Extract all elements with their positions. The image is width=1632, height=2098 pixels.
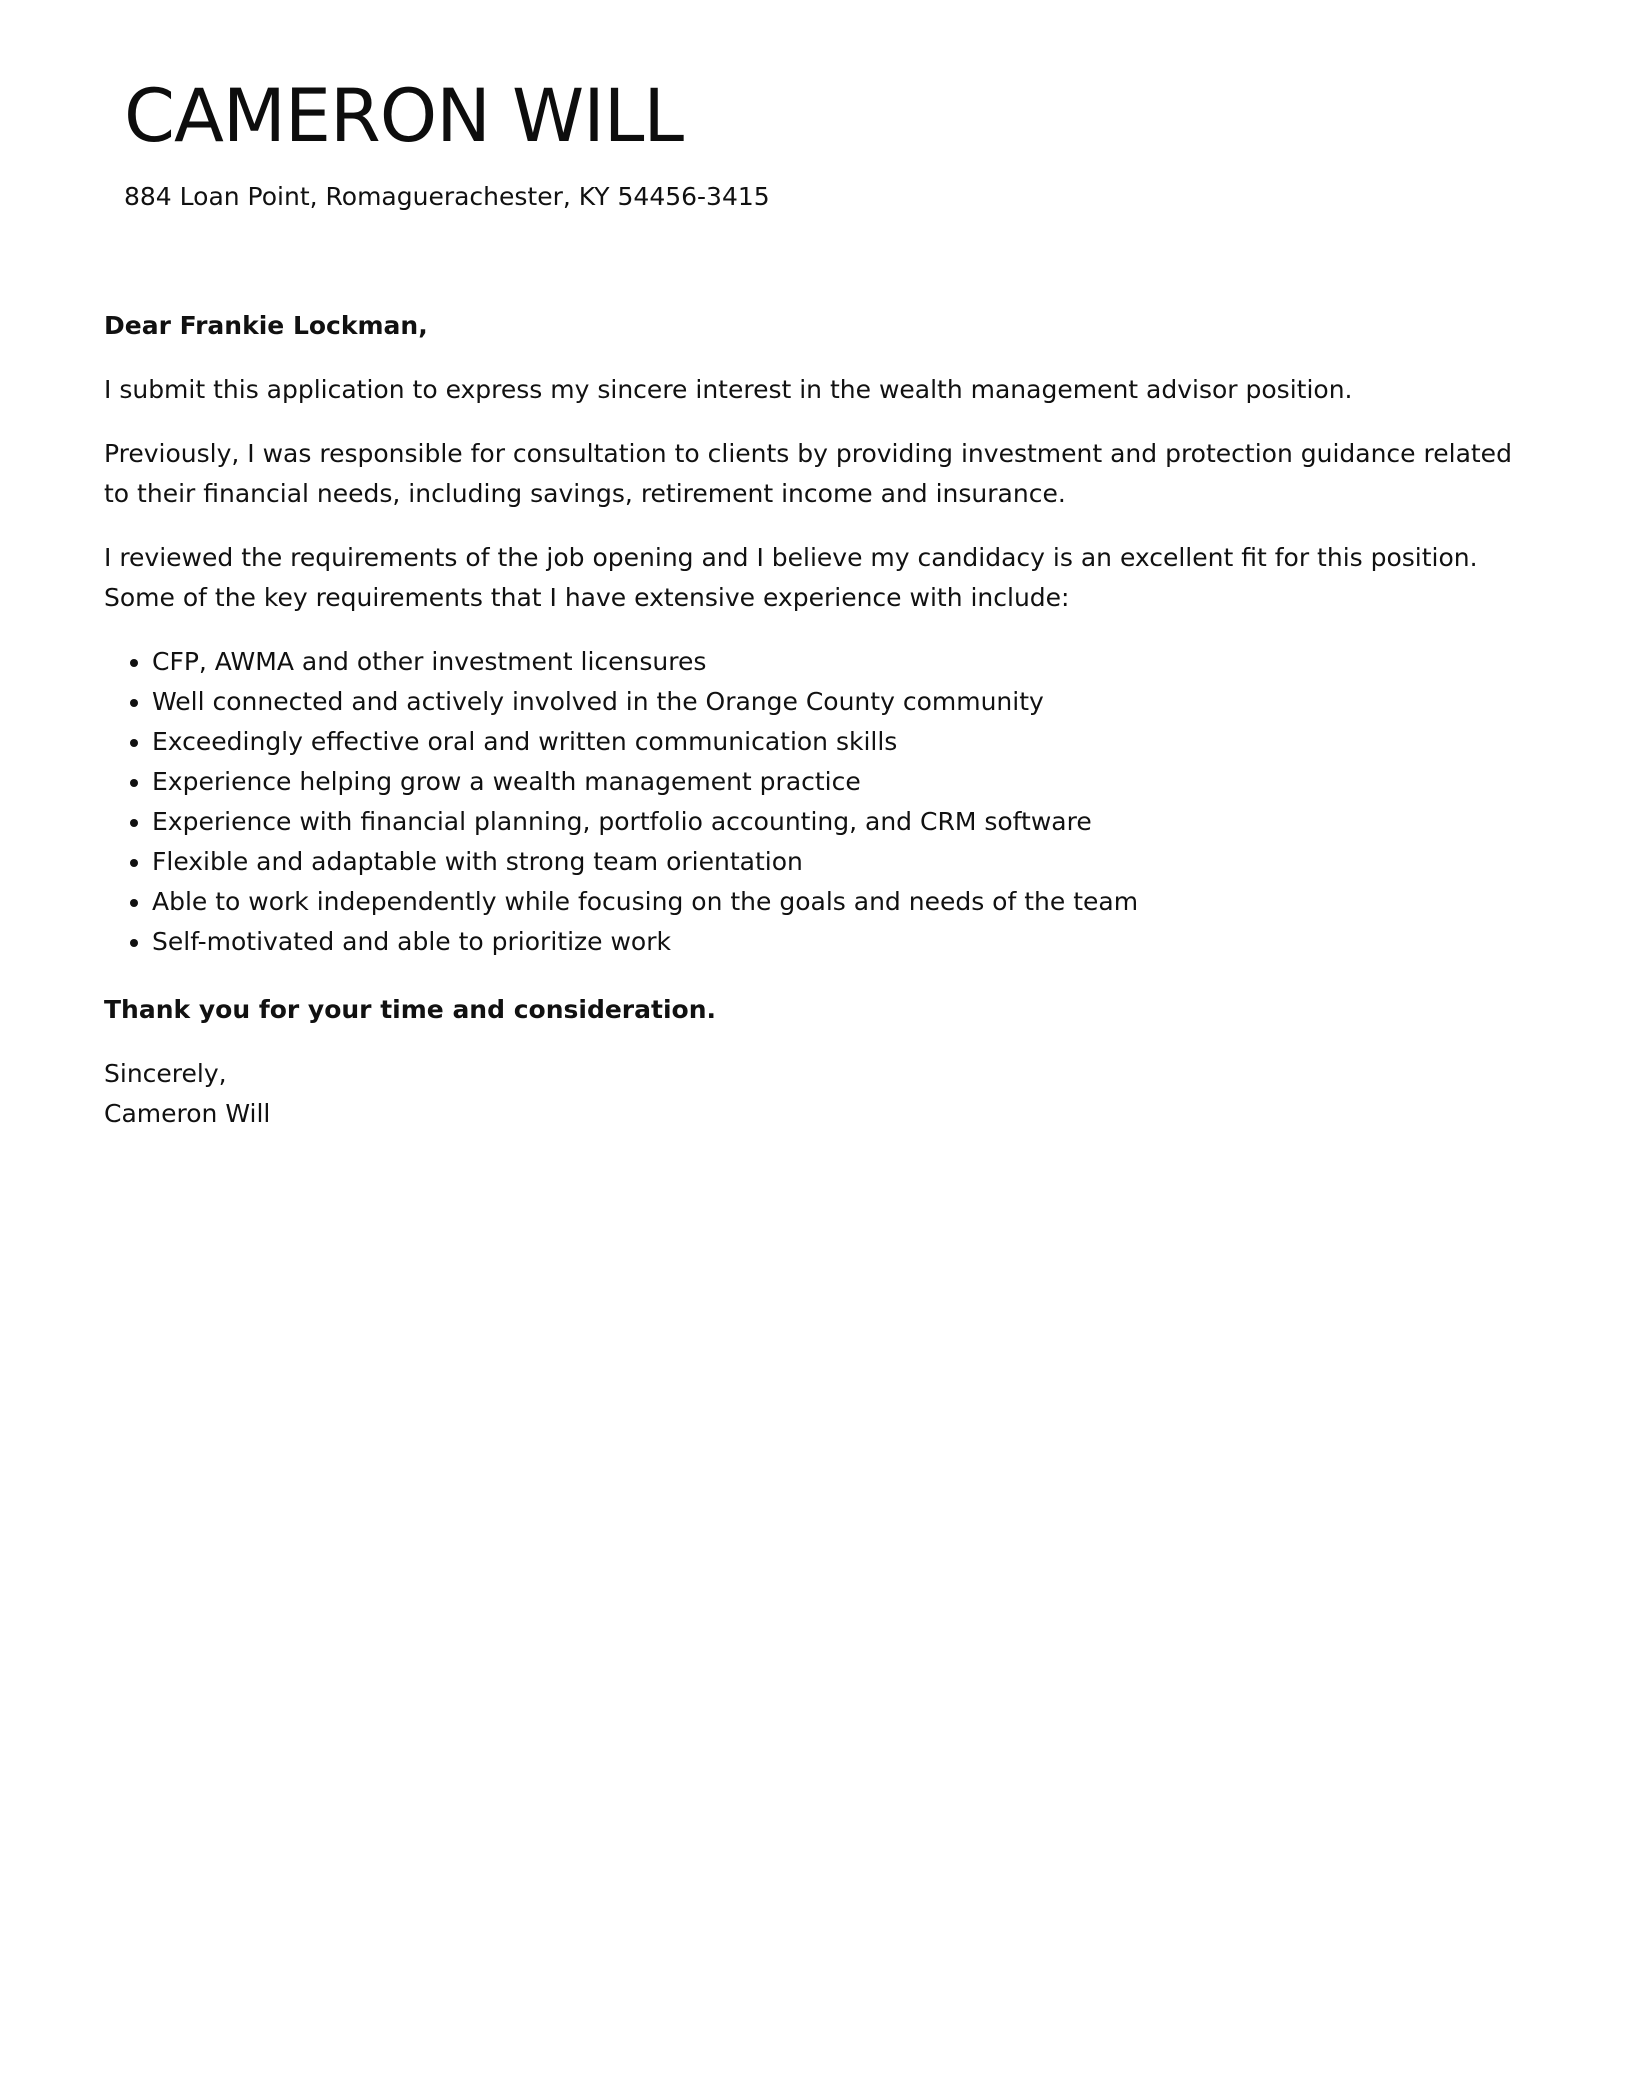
requirements-list: [104, 642, 1544, 962]
applicant-name: CAMERON WILL: [124, 74, 684, 159]
signoff-block: [104, 1054, 1544, 1134]
applicant-address: 884 Loan Point, Romaguerachester, KY 54456-3415: [124, 182, 770, 211]
list-item: • Well connected and actively involved in the Orange County community: [152, 682, 1544, 722]
letter-body: [104, 306, 1544, 1134]
list-item: • Able to work independently while focusing on the goals and needs of the team: [152, 882, 1544, 922]
list-item: • Flexible and adaptable with strong team orientation: [152, 842, 1544, 882]
signature-name: Cameron Will: [104, 1099, 271, 1128]
list-item: • Experience helping grow a wealth management practice: [152, 762, 1544, 802]
letter-header: [124, 72, 770, 214]
salutation: Dear Frankie Lockman,: [104, 311, 428, 340]
paragraph-intro: I submit this application to express my sincere interest in the wealth management advisor position.: [104, 375, 1353, 404]
paragraph-requirements-intro: I reviewed the requirements of the job opening and I believe my candidacy is an excellent fit for this position. Some of the key requirements that I have extensive experience with include:: [104, 543, 1478, 612]
list-item: • Experience with financial planning, portfolio accounting, and CRM software: [152, 802, 1544, 842]
list-item: • Exceedingly effective oral and written communication skills: [152, 722, 1544, 762]
signoff-text: Sincerely,: [104, 1059, 227, 1088]
closing-line: Thank you for your time and consideration.: [104, 995, 716, 1024]
list-item: • Self-motivated and able to prioritize work: [152, 922, 1544, 962]
list-item: • CFP, AWMA and other investment licensures: [152, 642, 1544, 682]
paragraph-experience: Previously, I was responsible for consultation to clients by providing investment and protection guidance related to their financial needs, including savings, retirement income and insurance.: [104, 439, 1512, 508]
